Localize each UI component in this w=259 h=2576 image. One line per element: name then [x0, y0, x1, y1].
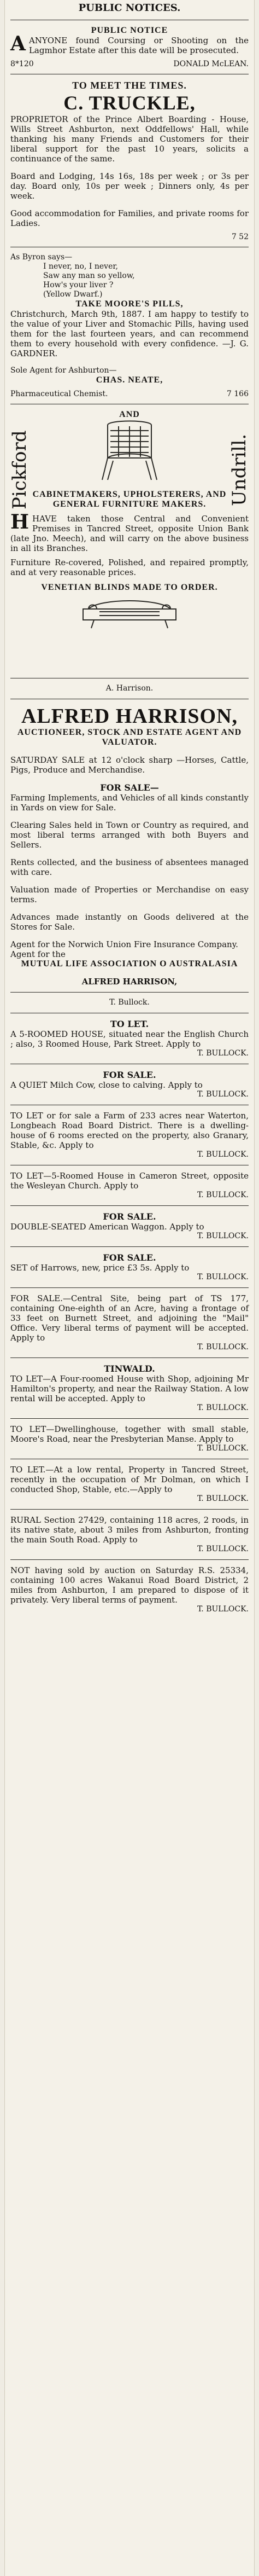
truckle-name: C. TRUCKLE,	[63, 92, 196, 114]
tinwald-ad	[10, 1565, 249, 1614]
divider	[10, 1246, 249, 1247]
pickford-body-2: Furniture Re-covered, Polished, and repaired promptly, and at very reasonable prices.	[10, 558, 249, 577]
tinwald-ad-body: NOT having sold by auction on Saturday R.S. 25334, containing 100 acres Wakanui Road Board District, 2 miles from Ashburton, I am prepared to dispose of it privately. Very liberal terms of payment.	[10, 1565, 249, 1605]
bullock-ad	[10, 1019, 249, 1058]
harrison-agent-1: Agent for the Norwich Union Fire Insurance Company.	[10, 939, 238, 949]
spacer	[10, 932, 249, 939]
harrison-item: Advances made instantly on Goods delivered at the Stores for Sale.	[10, 912, 249, 932]
spacer	[10, 358, 249, 366]
truckle-footer: Good accommodation for Families, and private rooms for Ladies.	[10, 208, 249, 228]
harrison-agent-2-intro: Agent for the	[10, 949, 66, 959]
tinwald-ad	[10, 1515, 249, 1554]
bullock-ad-kind: TO LET.	[110, 1019, 149, 1029]
tinwald-ad	[10, 1424, 249, 1453]
pickford-and: AND	[119, 410, 140, 419]
byron-agent: Sole Agent for Ashburton—	[10, 366, 117, 375]
tinwald-ad-body: TO LET—Dwellinghouse, together with small stable, Moore's Road, near the Presbyterian Manse. Apply to	[10, 1424, 249, 1444]
byron-poem: I never, no, I never, Saw any man so yellow, How's your liver ? (Yellow Dwarf.)	[43, 262, 135, 299]
harrison-item: Farming Implements, and Vehicles of all kinds constantly in Yards on view for Sale.	[10, 793, 249, 813]
byron-agent-title: Pharmaceutical Chemist.	[10, 390, 108, 398]
moores-pills-headline: TAKE MOORE'S PILLS,	[75, 299, 184, 309]
pickford-word: Pickford	[9, 430, 31, 510]
bullock-title: T. Bullock.	[109, 998, 150, 1007]
harrison-section	[10, 684, 249, 987]
divider	[10, 1418, 249, 1419]
bullock-ad-signature: T. BULLOCK.	[197, 1049, 249, 1058]
bullock-ad	[10, 1171, 249, 1200]
harrison-subtitle: AUCTIONEER, STOCK AND ESTATE AGENT AND VALUATOR.	[17, 728, 242, 747]
tinwald-ad-body: TO LET—A Four-roomed House with Shop, adjoining Mr Hamilton's property, and near the Railway Station. A low rental will be accepted. Apply to	[10, 1374, 249, 1403]
truckle-number: 7 52	[231, 233, 249, 241]
spacer	[10, 201, 249, 208]
bullock-ad-signature: T. BULLOCK.	[197, 1232, 249, 1240]
bullock-ad	[10, 1293, 249, 1352]
tinwald-ad	[10, 1374, 249, 1413]
divider	[10, 1559, 249, 1560]
divider	[10, 992, 249, 993]
pickford-body	[10, 510, 249, 553]
dropcap: A	[10, 32, 26, 55]
harrison-agent-2: MUTUAL LIFE ASSOCIATION O AUSTRALASIA	[21, 959, 238, 968]
bullock-ad-kind: FOR SALE.	[103, 1211, 156, 1222]
sofa-illustration	[78, 593, 181, 631]
pickford-undrill-section	[10, 410, 249, 672]
byron-signature	[10, 390, 249, 398]
truckle-rates: Board and Lodging, 14s 16s, 18s per week ; or 3s per day. Board only, 10s per week ; Dinners only, 4s per week.	[10, 171, 249, 201]
byron-agent-name: CHAS. NEATE,	[96, 375, 163, 385]
tinwald-ad-signature: T. BULLOCK.	[197, 1444, 249, 1453]
bullock-ad	[10, 1070, 249, 1099]
spacer	[10, 904, 249, 912]
byron-title: As Byron says—	[10, 253, 73, 262]
advertisements-column	[10, 0, 249, 1614]
harrison-signature: ALFRED HARRISON,	[81, 977, 178, 987]
chair-illustration	[91, 420, 168, 485]
bullock-ad-body: A QUIET Milch Cow, close to calving. Apply to	[10, 1080, 203, 1090]
bullock-ad-body: SET of Harrows, new, price £3 5s. Apply to	[10, 1263, 190, 1273]
divider	[10, 1357, 249, 1358]
bullock-ad-body: DOUBLE-SEATED American Waggon. Apply to	[10, 1222, 204, 1232]
tinwald-ad-body: RURAL Section 27429, containing 118 acres, 2 roods, in its native state, about 3 miles from Ashburton, fronting the main South Road. Apply to	[10, 1515, 249, 1545]
moores-pills-body: Christchurch, March 9th, 1887. I am happy to testify to the value of your Liver and Stomachic Pills, having used them for the last fourteen years, and can recommend them to every household with every confidence. —J. G. GARDNER.	[10, 309, 249, 358]
spacer	[10, 747, 249, 755]
bullock-ad-signature: T. BULLOCK.	[197, 1090, 249, 1099]
to-meet-the-times-title: TO MEET THE TIMES.	[72, 80, 187, 91]
public-notice-signature	[10, 60, 249, 68]
bullock-ad	[10, 1211, 249, 1241]
truckle-signature	[10, 233, 249, 241]
undrill-word: Undrill.	[228, 434, 250, 506]
spacer	[10, 164, 249, 171]
dropcap: H	[10, 510, 30, 533]
spacer	[10, 813, 249, 820]
bullock-ad-body: TO LET—5-Roomed House in Cameron Street, opposite the Wesleyan Church. Apply to	[10, 1171, 249, 1191]
spacer	[10, 877, 249, 885]
spacer	[10, 969, 249, 977]
public-notice-title: PUBLIC NOTICE	[91, 26, 168, 35]
bullock-ad-body: FOR SALE.—Central Site, being part of TS 177, containing One-eighth of an Acre, having a frontage of 33 feet on Burnett Street, and adjoining the "Mail" Office. Very liberal terms of payment will be accepted. Apply to	[10, 1293, 249, 1343]
venetian-blinds: VENETIAN BLINDS MADE TO ORDER.	[41, 583, 218, 592]
bullock-ad-body: A 5-ROOMED HOUSE, situated near the English Church ; also, 3 Roomed House, Park Street. Apply to	[10, 1029, 249, 1049]
divider	[10, 1205, 249, 1206]
harrison-title: A. Harrison.	[105, 684, 154, 693]
spacer	[10, 850, 249, 857]
tinwald-ad-body: TO LET.—At a low rental, Property in Tancred Street, recently in the occupation of Mr Dolman, on which I conducted Shop, Stable, etc.—Apply to	[10, 1465, 249, 1494]
harrison-name: ALFRED HARRISON,	[21, 705, 238, 728]
byron-section	[10, 253, 249, 398]
public-notices-header	[10, 2, 249, 14]
bullock-ad-signature: T. BULLOCK.	[197, 1343, 249, 1351]
harrison-item: Rents collected, and the business of absentees managed with care.	[10, 857, 249, 877]
divider	[10, 1509, 249, 1510]
public-notice-text: ANYONE found Coursing or Shooting on the Lagmhor Estate after this date will be prosecuted.	[28, 36, 249, 55]
to-meet-the-times-section	[10, 80, 249, 241]
tinwald-ad	[10, 1465, 249, 1504]
bullock-ad-signature: T. BULLOCK.	[197, 1273, 249, 1281]
bullock-ad	[10, 1111, 249, 1159]
pickford-body-text: HAVE taken those Central and Convenient Premises in Tancred Street, opposite Union Bank (late Jno. Meech), and will carry on the above business in all its Branches.	[10, 514, 249, 553]
truckle-body: PROPRIETOR of the Prince Albert Boarding - House, Wills Street Ashburton, next Oddfellows' Hall, while thanking his many Friends and Customers for their liberal support for the past 10 years, solicits a continuance of the same.	[10, 114, 249, 164]
harrison-for-sale: FOR SALE—	[100, 782, 159, 793]
spacer	[10, 775, 249, 782]
bullock-ad	[10, 1252, 249, 1282]
tinwald-title: TINWALD.	[104, 1364, 155, 1374]
public-notice-section	[10, 26, 249, 68]
bullock-ad-kind: FOR SALE.	[103, 1252, 156, 1263]
bullock-ad-signature: T. BULLOCK.	[197, 1191, 249, 1199]
tinwald-ad-signature: T. BULLOCK.	[197, 1605, 249, 1614]
harrison-item: Clearing Sales held in Town or Country as required, and most liberal terms arranged with both Buyers and Sellers.	[10, 820, 249, 850]
bullock-ad-body: TO LET or for sale a Farm of 233 acres near Waterton, Longbeach Road Board District. There is a dwelling-house of 6 rooms erected on the property, also Granary, Stable, &c. Apply to	[10, 1111, 249, 1150]
harrison-item: Valuation made of Properties or Merchandise on easy terms.	[10, 885, 249, 904]
notice-number: 8*120	[10, 60, 34, 68]
tinwald-ad-signature: T. BULLOCK.	[197, 1545, 249, 1553]
bullock-section	[10, 998, 249, 1614]
header-text: PUBLIC NOTICES.	[78, 2, 181, 14]
byron-number: 7 166	[226, 390, 249, 398]
newspaper-page	[4, 0, 255, 2576]
tinwald-ad-signature: T. BULLOCK.	[197, 1494, 249, 1503]
public-notice-body	[10, 32, 249, 55]
divider	[10, 1287, 249, 1288]
tinwald-ad-signature: T. BULLOCK.	[197, 1403, 249, 1412]
bullock-ad-kind: FOR SALE.	[103, 1070, 156, 1080]
harrison-sale-line: SATURDAY SALE at 12 o'clock sharp —Horses, Cattle, Pigs, Produce and Merchandise.	[10, 755, 249, 775]
pickford-headline: CABINETMAKERS, UPHOLSTERERS, AND GENERAL FURNITURE MAKERS.	[32, 490, 227, 509]
bullock-ad-signature: T. BULLOCK.	[197, 1150, 249, 1159]
notice-signer: DONALD McLEAN.	[173, 60, 249, 68]
